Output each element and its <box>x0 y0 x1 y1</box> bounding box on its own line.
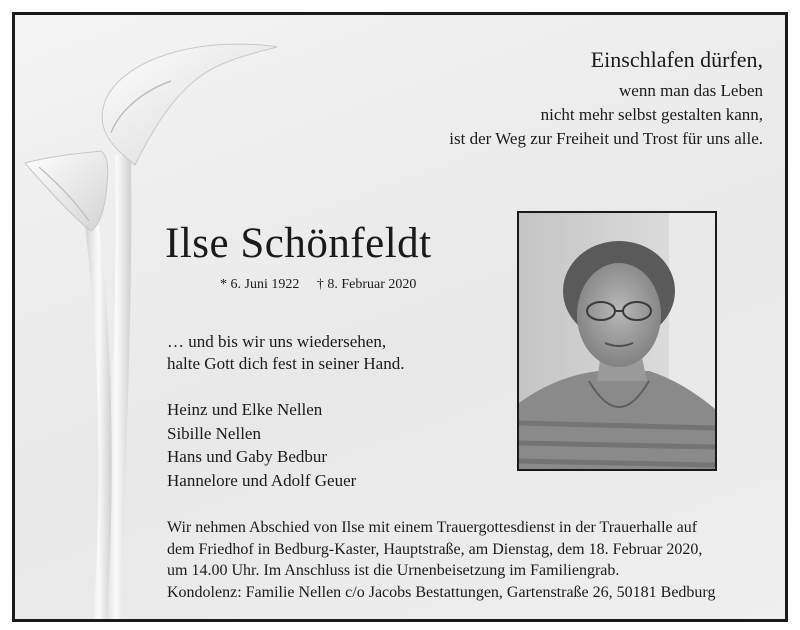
birth-date: * 6. Juni 1922 <box>220 277 300 292</box>
portrait-photo <box>517 211 717 471</box>
farewell-verse <box>167 331 404 375</box>
poem-line: wenn man das Leben <box>619 81 763 100</box>
verse-line: halte Gott dich fest in seiner Hand. <box>167 354 405 373</box>
notice-line: Wir nehmen Abschied von Ilse mit einem Trauergottesdienst in der Trauerhalle auf <box>167 519 698 536</box>
poem-heading: Einschlafen dürfen, <box>590 47 763 72</box>
poem-line: ist der Weg zur Freiheit und Trost für uns alle. <box>449 129 763 148</box>
mourner-name: Hans und Gaby Bedbur <box>167 447 328 466</box>
obituary-card <box>12 12 788 622</box>
deceased-name: Ilse Schönfeldt <box>165 220 432 267</box>
verse-line: … und bis wir uns wiedersehen, <box>167 332 387 351</box>
mourner-name: Sibille Nellen <box>167 423 261 443</box>
mourner-name: Hannelore und Adolf Geuer <box>167 470 357 490</box>
life-dates <box>220 277 430 293</box>
notice-line: um 14.00 Uhr. Im Anschluss ist die Urnenbeisetzung im Familiengrab. <box>167 562 620 579</box>
death-date: † 8. Februar 2020 <box>316 277 417 292</box>
funeral-notice <box>167 517 715 603</box>
portrait-image <box>519 213 715 469</box>
poem <box>449 45 763 151</box>
mourners-list <box>167 398 356 492</box>
notice-line: dem Friedhof in Bedburg-Kaster, Hauptstraße, am Dienstag, dem 18. Februar 2020, <box>167 540 703 558</box>
poem-line: nicht mehr selbst gestalten kann, <box>540 105 763 124</box>
notice-line: Kondolenz: Familie Nellen c/o Jacobs Bestattungen, Gartenstraße 26, 50181 Bedburg <box>167 583 716 601</box>
mourner-name: Heinz und Elke Nellen <box>167 400 323 419</box>
